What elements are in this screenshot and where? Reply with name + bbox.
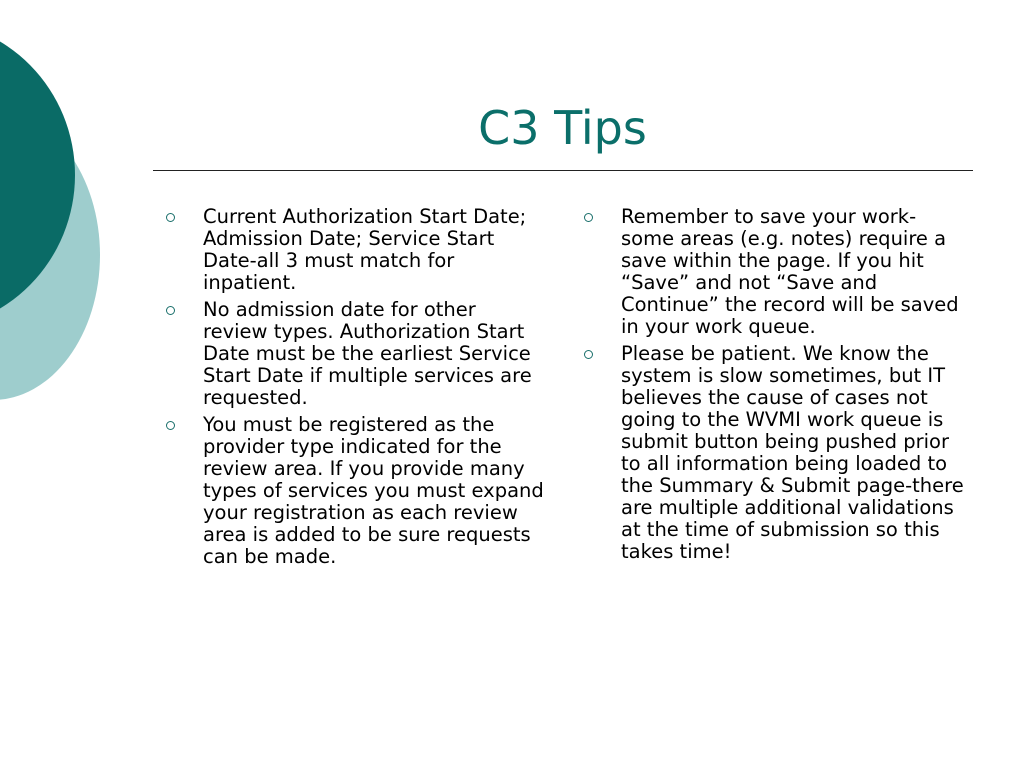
- list-item: [160, 299, 545, 409]
- bullet-text: You must be registered as the provider type indicated for the review area. If you provide many types of services you must expand your registration as each review area is added to be sure requests can be made.: [203, 413, 544, 568]
- list-item: [160, 414, 545, 568]
- hollow-circle-icon: [584, 213, 593, 222]
- hollow-circle-icon: [166, 213, 175, 222]
- list-item: [578, 206, 968, 338]
- list-item: [160, 206, 545, 294]
- bullet-text: Current Authorization Start Date; Admission Date; Service Start Date-all 3 must match for inpatient.: [203, 205, 527, 294]
- hollow-circle-icon: [584, 350, 593, 359]
- right-bullet-list: [578, 206, 968, 568]
- list-item: [578, 343, 968, 563]
- title-divider: [153, 170, 973, 171]
- bullet-text: No admission date for other review types. Authorization Start Date must be the earliest Service Start Date if multiple services are requested.: [203, 298, 532, 409]
- hollow-circle-icon: [166, 306, 175, 315]
- hollow-circle-icon: [166, 421, 175, 430]
- bullet-text: Please be patient. We know the system is slow sometimes, but IT believes the cause of cases not going to the WVMI work queue is submit button being pushed prior to all information being loaded to the Summary & Submit page-there are multiple additional validations at the time of submission so this takes time!: [621, 342, 964, 563]
- slide-title: C3 Tips: [478, 101, 647, 155]
- bullet-text: Remember to save your work- some areas (e.g. notes) require a save within the page. If you hit “Save” and not “Save and Continue” the record will be saved in your work queue.: [621, 205, 959, 338]
- left-bullet-list: [160, 206, 545, 573]
